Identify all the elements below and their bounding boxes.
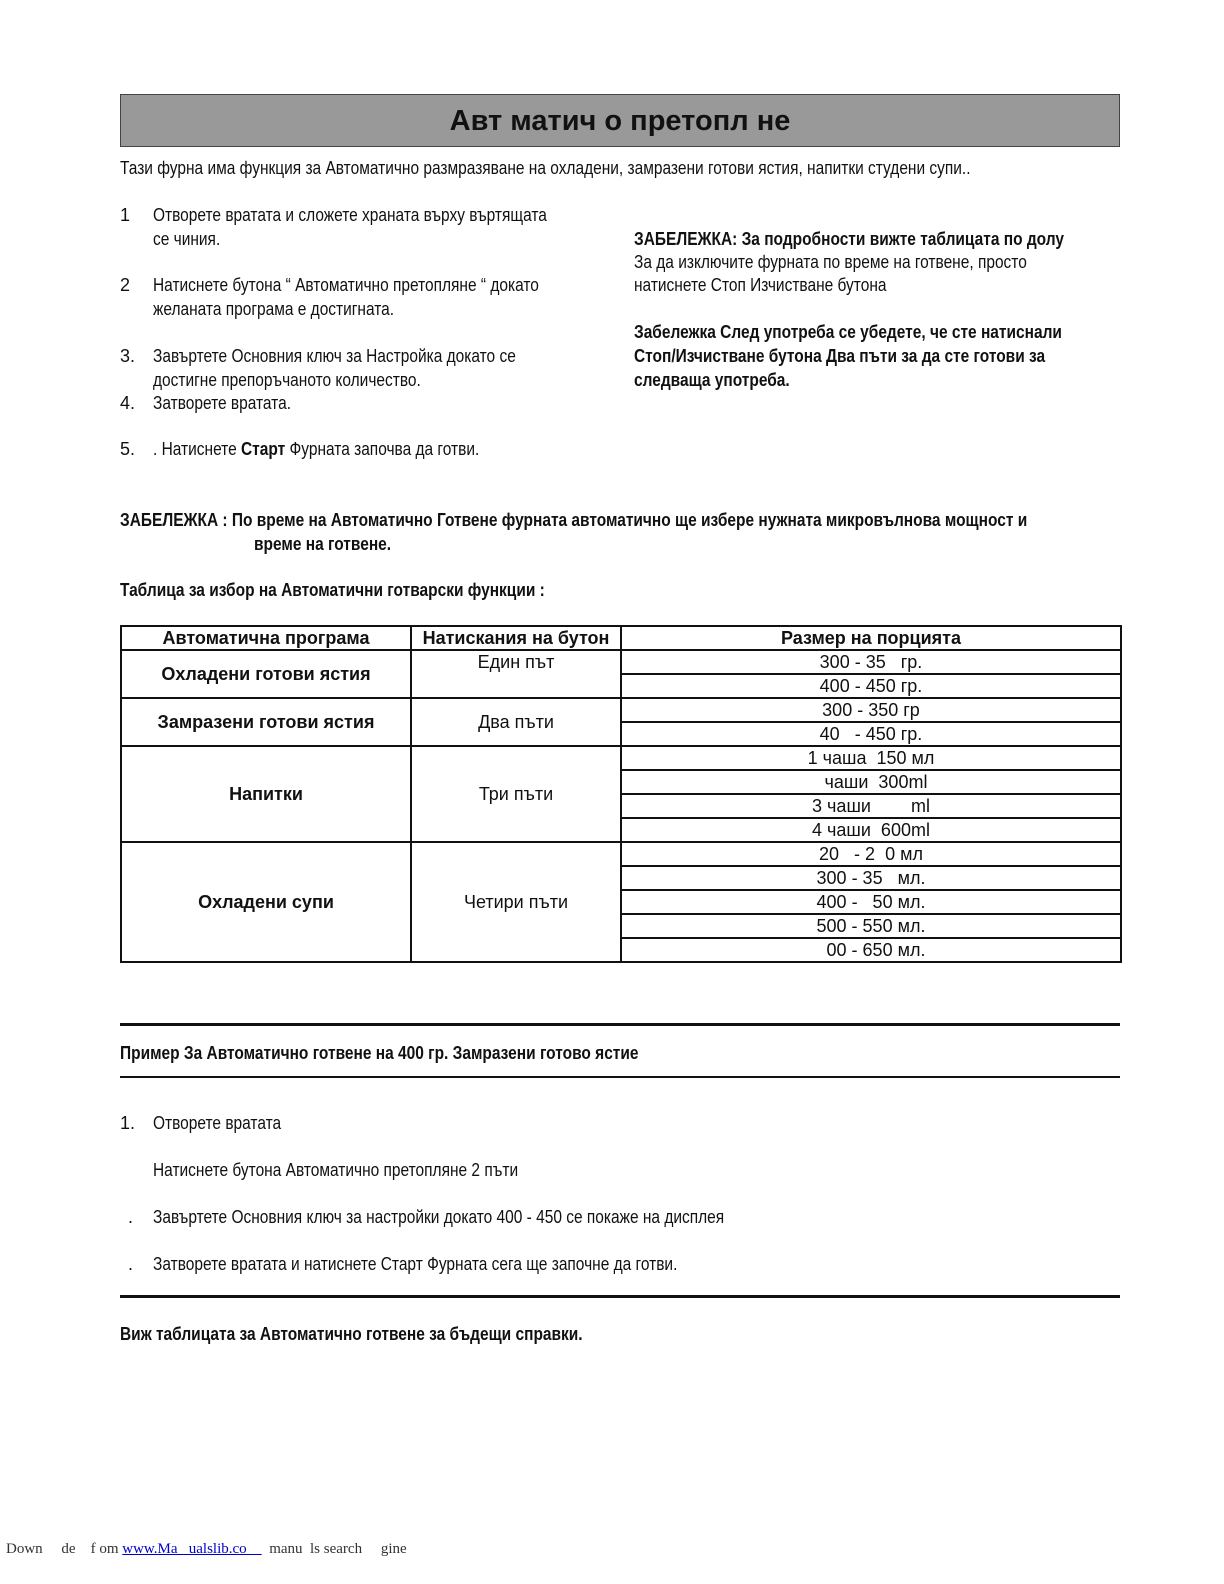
- example-step-text: Натиснете бутона Автоматично претопляне 2 пъти: [153, 1160, 519, 1180]
- presses-cell: Два пъти: [411, 698, 621, 746]
- note-line: следваща употреба.: [634, 370, 790, 390]
- header-size: Размер на порцията: [621, 626, 1121, 650]
- auto-note: време на готвене.: [254, 534, 392, 554]
- example-heading: Пример За Автоматично готвене на 400 гр. Замразени готово ястие: [120, 1043, 639, 1063]
- size-cell: 500 - 550 мл.: [621, 914, 1121, 938]
- size-cell: 400 - 450 гр.: [621, 674, 1121, 698]
- step-line: Затворете вратата.: [153, 393, 292, 413]
- size-cell: 1 чаша 150 мл: [621, 746, 1121, 770]
- note-line: Стоп/Изчистване бутона Два пъти за да сте готови за: [634, 346, 1046, 366]
- step-number: 3.: [120, 346, 136, 366]
- size-cell: 20 - 2 0 мл: [621, 842, 1121, 866]
- example-step-number: .: [128, 1254, 134, 1274]
- program-cell: Охладени готови ястия: [121, 650, 411, 698]
- size-cell: 4 чаши 600ml: [621, 818, 1121, 842]
- step-line: Отворете вратата и сложете храната върху въртящата: [153, 205, 547, 225]
- table-header-row: [121, 626, 1121, 650]
- footer: [6, 1541, 407, 1558]
- step-text: Фурната започва да готви.: [285, 439, 480, 459]
- note-heading: ЗАБЕЛЕЖКА: За подробности вижте таблицата по долу: [634, 229, 1064, 249]
- presses-cell: Четири пъти: [411, 842, 621, 962]
- step-number: 1: [120, 205, 131, 225]
- step-number: 2: [120, 275, 131, 295]
- size-cell: 400 - 50 мл.: [621, 890, 1121, 914]
- step-line: [153, 437, 479, 461]
- program-cell: Замразени готови ястия: [121, 698, 411, 746]
- title-bar: [120, 94, 1120, 147]
- size-cell: чаши 300ml: [621, 770, 1121, 794]
- step-line: достигне препоръчаното количество.: [153, 370, 421, 390]
- note-line: натиснете Стоп Изчистване бутона: [634, 275, 887, 295]
- example-step-text: Затворете вратата и натиснете Старт Фурната сега ще започне да готви.: [153, 1254, 678, 1274]
- presses-cell: Три пъти: [411, 746, 621, 842]
- auto-program-table: [120, 625, 1122, 963]
- page-title: Авт матич о претопл не: [449, 105, 791, 137]
- example-step-text: Отворете вратата: [153, 1113, 282, 1133]
- size-cell: 300 - 35 мл.: [621, 866, 1121, 890]
- size-cell: 3 чаши ml: [621, 794, 1121, 818]
- step-line: Натиснете бутона “ Автоматично претопляне “ докато: [153, 275, 539, 295]
- example-step-text: Завъртете Основния ключ за настройки докато 400 - 450 се покаже на дисплея: [153, 1207, 725, 1227]
- auto-note: ЗАБЕЛЕЖКА : По време на Автоматично Готвене фурната автоматично ще избере нужната микровълнова мощност и: [120, 510, 1028, 530]
- step-number: 4.: [120, 393, 136, 413]
- step-line: се чиния.: [153, 229, 221, 249]
- size-cell: 40 - 450 гр.: [621, 722, 1121, 746]
- closing-text: Виж таблицата за Автоматично готвене за бъдещи справки.: [120, 1324, 583, 1344]
- footer-text: manu ls search gine: [261, 1541, 407, 1557]
- step-number: 5.: [120, 439, 136, 459]
- table-row: [121, 698, 1121, 722]
- program-cell: Напитки: [121, 746, 411, 842]
- example-step-number: 1.: [120, 1113, 136, 1133]
- manualslib-link[interactable]: www.Ma ualslib.co: [122, 1541, 262, 1557]
- table-caption: Таблица за избор на Автоматични готварски функции :: [120, 580, 545, 600]
- start-label: Старт: [241, 439, 286, 459]
- step-line: желаната програма е достигната.: [153, 299, 395, 319]
- size-cell: 300 - 35 гр.: [621, 650, 1121, 674]
- program-cell: Охладени супи: [121, 842, 411, 962]
- header-program: Автоматична програма: [121, 626, 411, 650]
- note-line: Забележка След употреба се убедете, че сте натиснали: [634, 322, 1062, 342]
- step-line: Завъртете Основния ключ за Настройка докато се: [153, 346, 516, 366]
- example-step-number: .: [128, 1207, 134, 1227]
- divider: [120, 1076, 1120, 1078]
- size-cell: 300 - 350 гр: [621, 698, 1121, 722]
- note-line: За да изключите фурната по време на готвене, просто: [634, 252, 1027, 272]
- table-row: [121, 842, 1121, 866]
- intro-text: Тази фурна има функция за Автоматично размразяване на охладени, замразени готови ястия, напитки студени супи..: [120, 158, 971, 178]
- table-row: [121, 650, 1121, 674]
- presses-cell: Един път: [411, 650, 621, 698]
- table-row: [121, 746, 1121, 770]
- step-text: . Натиснете: [153, 439, 242, 459]
- footer-text: Down de f om: [6, 1541, 123, 1557]
- divider: [120, 1295, 1120, 1298]
- header-presses: Натискания на бутон: [411, 626, 621, 650]
- size-cell: 00 - 650 мл.: [621, 938, 1121, 962]
- divider: [120, 1023, 1120, 1026]
